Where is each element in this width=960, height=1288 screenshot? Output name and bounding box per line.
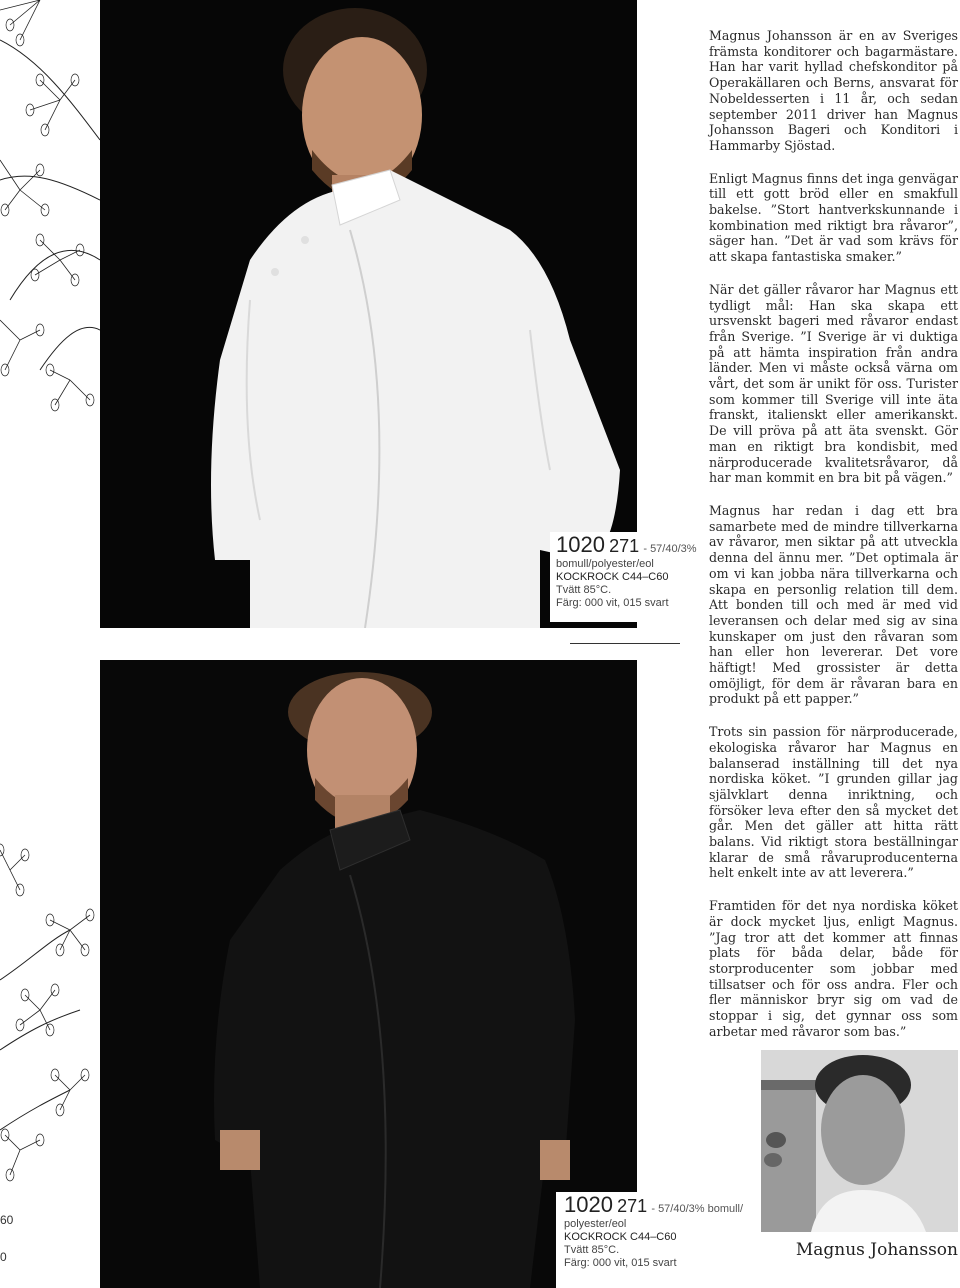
product-caption-bottom (556, 1192, 746, 1288)
article-paragraph: Framtiden för det nya nordiska köket är dock mycket ljus, enligt Magnus. ”Jag tror att det kommer att finnas plats för båda delar, både för storproducenter som jobbar med tillsatser och för oss andra. Fler och fler människor bryr sig om vad de stoppar i sig, det gynnar oss som arbetar med råvaror som bas.” (709, 898, 958, 1039)
composition: - 57/40/3% (643, 543, 697, 555)
portrait-caption: Magnus Johansson (795, 1240, 958, 1260)
article-paragraph: Trots sin passion för närproducerade, ekologiska råvaror har Magnus en balanserad inställning till det nya nordiska köket. ”I grunden gillar jag självklart denna inriktning, och försöker leva efter den så mycket det går. Men det gäller att hitta rätt balans. Vid riktigt stora beställningar klarar de små råvaruproducenterna helt enkelt inte av att leverera.” (709, 724, 958, 881)
product-name: KOCKROCK C44–C60 (564, 1231, 677, 1243)
page-number-top: 60 (0, 1213, 14, 1227)
article-paragraph: Magnus har redan i dag ett bra samarbete med de mindre tillverkarna av råvaror, men siktar på att utveckla denna del ännu mer. ”Det optimala är om vi kan jobba nära tillverkarna och skapa en personlig relation till dem. Att bonden till och med är med vid leveransen och delar med sig av sina kunskaper om just den råvaran som han eller hon levererar. Det vore häftigt! Med grossister är detta omöjligt, för dem är råvaran bara en produkt på ett papper.” (709, 502, 958, 707)
product-caption-top (550, 532, 697, 622)
material: polyester/eol (564, 1218, 627, 1230)
color-options: Färg: 000 vit, 015 svart (564, 1257, 677, 1269)
product-name: KOCKROCK C44–C60 (556, 571, 669, 583)
article-paragraph: Magnus Johansson är en av Sveriges främsta konditorer och bagarmästare. Han har varit hyllad chefskonditor på Operakällaren och Berns, ansvarat för Nobeldesserten i 11 år, och sedan september 2011 driver han Magnus Johansson Bageri och Konditori i Hammarby Sjöstad. (709, 28, 958, 153)
dill-illustration-top (0, 0, 100, 420)
color-options: Färg: 000 vit, 015 svart (556, 597, 669, 609)
dill-illustration-bottom (0, 830, 100, 1190)
product-code: 1020 (564, 1192, 613, 1217)
page-number-bottom: 0 (0, 1250, 7, 1264)
portrait-photo (761, 1050, 958, 1232)
article-paragraph: Enligt Magnus finns det inga genvägar till ett gott bröd eller en smakfull bakelse. ”Stort hantverkskunnande i kombination med riktigt bra råvaror”, säger han. ”Det är vad som krävs för att skapa fantastiska smaker.” (709, 170, 958, 265)
article-paragraph: När det gäller råvaror har Magnus ett tydligt mål: Han ska skapa ett ursvenskt bageri med råvaror endast från Sverige. ”I Sverige är vi duktiga på att hämta inspiration från andra länder. Men vi måste också värna om vårt, det som är unikt för oss. Turister som kommer till Sverige vill inte äta franskt, italienskt eller amerikanskt. De vill pröva på att äta svenskt. Gör man en riktigt bra kondisbit, med närproducerade kvalitetsråvaror, då har man kommit en bra bit på vägen.” (709, 281, 958, 486)
article-body (709, 28, 958, 1056)
article-number: 271 (617, 1196, 648, 1216)
article-number: 271 (609, 536, 640, 556)
wash-instruction: Tvätt 85°C. (564, 1244, 620, 1256)
material: bomull/polyester/eol (556, 558, 654, 570)
composition: - 57/40/3% bomull/ (651, 1203, 744, 1215)
divider-rule (570, 643, 680, 644)
product-code: 1020 (556, 532, 605, 557)
wash-instruction: Tvätt 85°C. (556, 584, 612, 596)
